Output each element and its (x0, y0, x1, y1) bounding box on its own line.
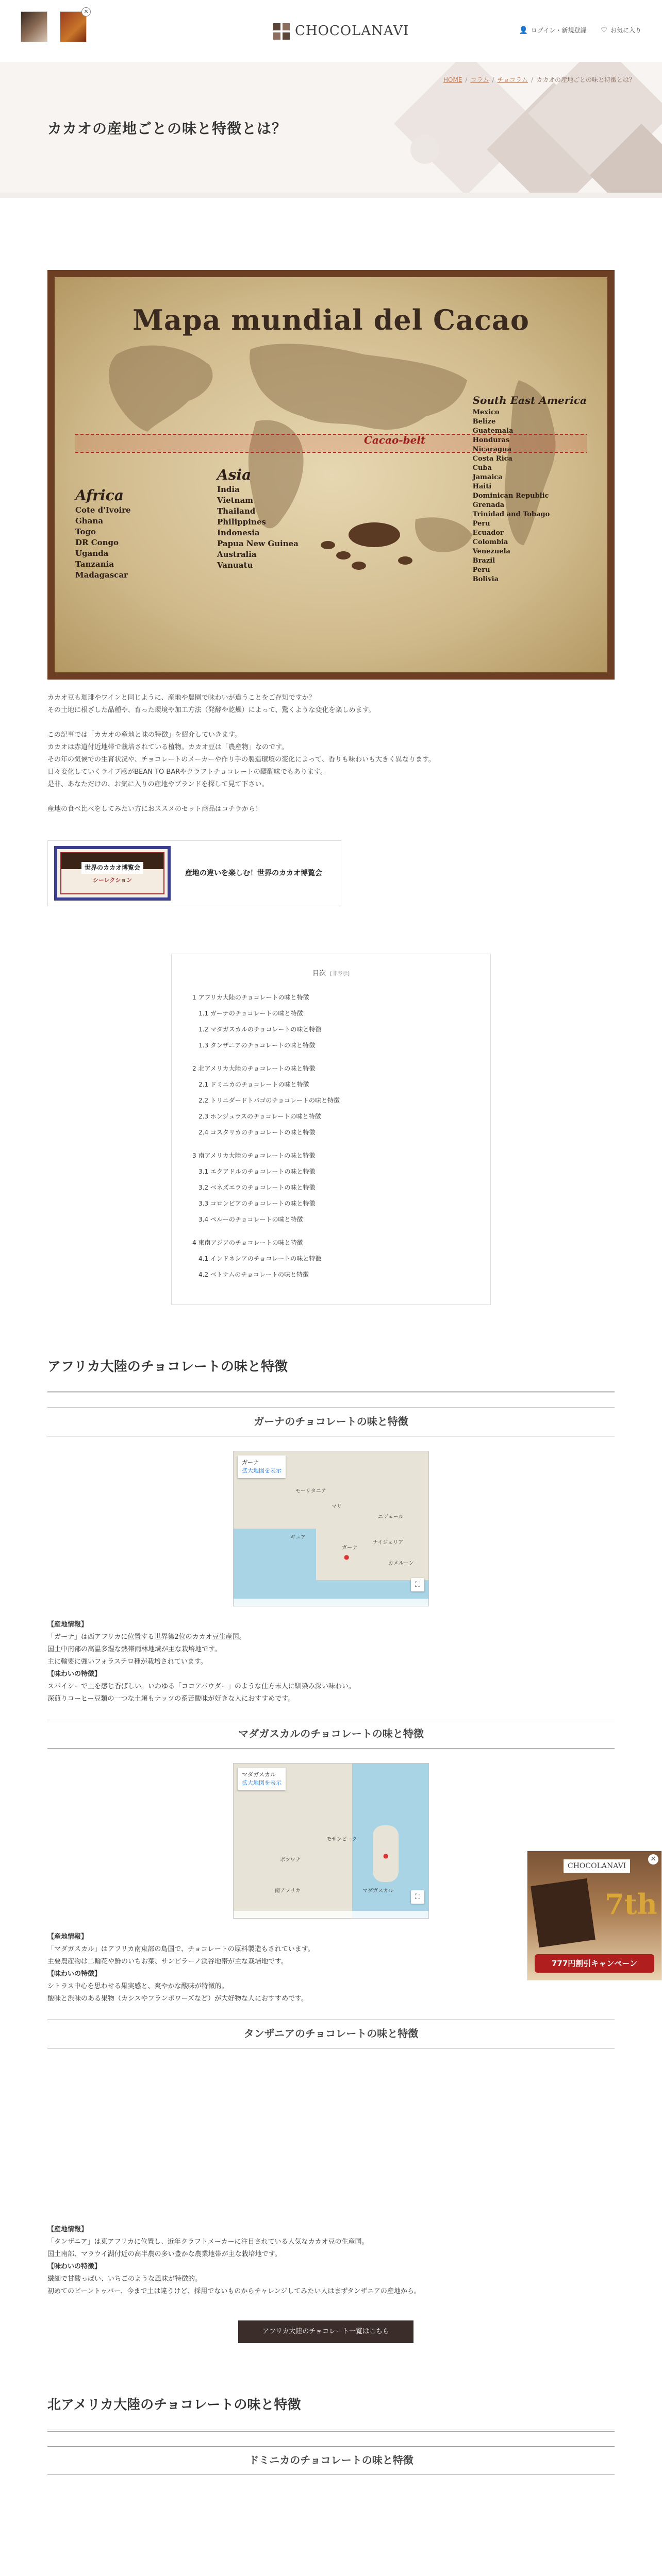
taste-label: 【味わいの特徴】 (47, 1670, 102, 1679)
map-place: マリ (332, 1504, 342, 1510)
toc-group (184, 990, 478, 1054)
region-country: Grenada (472, 501, 505, 509)
africa-list-button[interactable]: アフリカ大陸のチョコレート一覧はこちら (238, 2320, 413, 2343)
toc-subitem[interactable]: 1.1 ガーナのチョコレートの味と特徴 (198, 1009, 303, 1017)
region-country: Ghana (75, 516, 104, 526)
taste-text: シトラス中心を思わせる果実感と、爽やかな酸味が特徴的。 (47, 1982, 228, 1991)
ad-headline: 7th (605, 1888, 657, 1921)
map-place: ニジェール (378, 1514, 404, 1520)
toc-subitem[interactable]: 3.4 ペルーのチョコレートの味と特徴 (198, 1215, 303, 1223)
region-country: Bolivia (472, 575, 499, 583)
region-country: Togo (75, 527, 96, 536)
region-africa-title: Africa (75, 487, 124, 504)
region-country: Cuba (472, 464, 492, 472)
section-heading-africa: アフリカ大陸のチョコレートの味と特徴 (47, 1357, 615, 1394)
map-place: ガーナ (342, 1545, 357, 1551)
intro-paragraph: その年の気候での生育状況や、チョコレートのメーカーや作り手の製造環境の変化によって、香りも味わいも大きく異なります。 (47, 756, 435, 764)
map-enlarge-link[interactable]: 拡大地図を表示 (242, 1467, 282, 1475)
info-text: 「ガーナ」は西アフリカに位置する世界第2位のカカオ豆生産国。 (47, 1633, 246, 1641)
info-text: 「タンザニア」は東アフリカに位置し、近年クラフトメーカーに注目されている人気なカカオ豆の生産国。 (47, 2238, 369, 2246)
toc-header (184, 969, 478, 979)
region-country: Ecuador (472, 529, 504, 537)
region-country: India (217, 485, 240, 494)
region-latin-america (473, 394, 587, 584)
breadcrumb-current: カカオの産地ごとの味と特徴とは？ (536, 76, 635, 83)
taste-label: 【味わいの特徴】 (47, 2263, 102, 2271)
toc-group (184, 1235, 478, 1283)
region-country: Vanuatu (217, 561, 253, 570)
taste-label: 【味わいの特徴】 (47, 1970, 102, 1978)
region-country: Philippines (217, 517, 266, 527)
map-title: Mapa mundial del Cacao (133, 303, 529, 336)
info-text: 「マダガスカル」はアフリカ南東部の島国で、チョコレートの原料製造もされています。 (47, 1945, 315, 1954)
map-place: マダガスカル (362, 1888, 393, 1894)
table-of-contents (171, 954, 491, 1305)
subsection-heading-ghana: ガーナのチョコレートの味と特徴 (47, 1408, 615, 1436)
product-banner-image (54, 846, 171, 901)
region-country: Peru (472, 566, 490, 574)
region-country: Brazil (472, 557, 495, 565)
info-text: 主要農産物は二輪花や鮮のいちお菜、サンビラーノ渓谷地帯が主な栽培地です。 (47, 1958, 288, 1966)
login-link-label: ログイン・新規登録 (531, 26, 587, 34)
toc-item[interactable]: 2 北アメリカ大陸のチョコレートの味と特徴 (192, 1064, 316, 1072)
user-icon: 👤 (519, 26, 528, 35)
region-country: Belize (472, 418, 496, 426)
toc-subitem[interactable]: 2.1 ドミニカのチョコレートの味と特徴 (198, 1080, 309, 1088)
toc-subitem[interactable]: 2.4 コスタリカのチョコレートの味と特徴 (198, 1128, 316, 1136)
ad-campaign-button[interactable]: 777円割引キャンペーン (535, 1954, 654, 1973)
login-link[interactable] (519, 25, 587, 36)
map-place: ギニア (290, 1535, 306, 1541)
intro-paragraph: 日々変化していくライブ感がBEAN TO BARやクラフトチョコレートの醍醐味でもあります。 (47, 768, 327, 776)
map-place-name: ガーナ (242, 1459, 259, 1466)
map-credit (234, 1911, 428, 1918)
region-country: Australia (217, 550, 257, 559)
toc-item[interactable]: 4 東南アジアのチョコレートの味と特徴 (192, 1239, 303, 1246)
toc-subitem[interactable]: 3.2 ベネズエラのチョコレートの味と特徴 (198, 1183, 316, 1191)
toc-subitem[interactable]: 2.3 ホンジュラスのチョコレートの味と特徴 (198, 1112, 321, 1120)
banner-image-sub: シーレクション (92, 876, 133, 884)
tanzania-info (47, 2224, 615, 2298)
region-country: Thailand (217, 506, 256, 516)
cacao-world-map-image (47, 270, 615, 680)
toc-group (184, 1148, 478, 1228)
taste-text: 深煎りコーヒー豆類の一つな土壌もナッツの系苦酸味が好きな人におすすめです。 (47, 1695, 295, 1703)
map-enlarge-link[interactable]: 拡大地図を表示 (242, 1780, 282, 1787)
map-place: モザンビーク (326, 1837, 357, 1843)
article-content (47, 198, 615, 2576)
close-icon[interactable]: ✕ (81, 7, 91, 16)
region-country: Indonesia (217, 528, 260, 537)
region-country: Venezuela (472, 548, 510, 555)
fullscreen-icon[interactable]: ⛶ (411, 1890, 424, 1904)
banner-image-title: 世界のカカオ博覧会 (81, 862, 143, 874)
region-country: Cote d'Ivoire (75, 505, 131, 515)
toc-item[interactable]: 1 アフリカ大陸のチョコレートの味と特徴 (192, 993, 309, 1001)
toc-subitem[interactable]: 3.1 エクアドルのチョコレートの味と特徴 (198, 1167, 316, 1175)
intro-paragraph: その土地に根ざした品種や、育った環境や加工方法（発酵や乾燥）によって、驚くような変化を楽しめます。 (47, 706, 375, 714)
breadcrumb-home[interactable]: HOME (443, 76, 462, 83)
toc-subitem[interactable]: 1.2 マダガスカルのチョコレートの味と特徴 (198, 1025, 322, 1033)
embedded-map-ghana[interactable] (233, 1451, 429, 1606)
thumbnail-product-1[interactable] (21, 11, 47, 42)
thumbnail-product-2[interactable] (60, 8, 89, 42)
map-info-card (238, 1455, 286, 1478)
info-text: 国土中南部の高温多湿な熱帯雨林地域が主な栽培地です。 (47, 1646, 221, 1654)
map-place-name: マダガスカル (242, 1771, 276, 1778)
toc-subitem[interactable]: 4.1 インドネシアのチョコレートの味と特徴 (198, 1255, 322, 1262)
region-country: Papua New Guinea (217, 539, 299, 548)
region-country: Tanzania (75, 560, 114, 569)
ad-logo: CHOCOLANAVI (564, 1859, 630, 1873)
close-icon[interactable]: ✕ (648, 1854, 658, 1865)
toc-toggle[interactable]: [非表示] (330, 971, 350, 977)
breadcrumb (443, 75, 635, 85)
info-label: 【産地情報】 (47, 2226, 88, 2234)
region-country: Vietnam (217, 496, 254, 505)
breadcrumb-separator: / (465, 76, 468, 83)
intro-text (47, 692, 615, 816)
map-place: 南アフリカ (275, 1888, 301, 1894)
toc-item[interactable]: 3 南アメリカ大陸のチョコレートの味と特徴 (192, 1151, 316, 1159)
map-place: ナイジェリア (373, 1540, 404, 1546)
region-country: Dominican Republic (472, 492, 549, 500)
region-country: Colombia (472, 538, 508, 546)
region-asia-title: Asia (217, 466, 252, 483)
region-country: Mexico (472, 409, 500, 416)
header-links (519, 25, 641, 36)
region-country: Peru (472, 520, 490, 528)
info-text: 国土南部、マラウイ湖付近の高半農の多い豊かな農業地帯が主な栽培地です。 (47, 2250, 282, 2259)
breadcrumb-separator: / (492, 76, 494, 83)
site-header (0, 0, 662, 62)
region-country: Jamaica (472, 473, 503, 481)
section-heading-north-america: 北アメリカ大陸のチョコレートの味と特徴 (47, 2395, 615, 2432)
intro-paragraph: この記事では「カカオの産地と味の特徴」を紹介していきます。 (47, 731, 241, 739)
toc-group (184, 1061, 478, 1141)
breadcrumb-chocolumn[interactable]: チョコラム (497, 76, 528, 83)
product-link-card[interactable] (47, 840, 341, 906)
logo-text: CHOCOLANAVI (295, 23, 409, 39)
intro-paragraph: 産地の食べ比べをしてみたい方におススメのセット商品はコチラから！ (47, 805, 262, 813)
logo-mark-icon (273, 23, 290, 40)
embedded-map-madagascar[interactable] (233, 1763, 429, 1919)
toc-subitem[interactable]: 2.2 トリニダードトバゴのチョコレートの味と特徴 (198, 1096, 340, 1104)
floating-campaign-ad[interactable] (527, 1851, 662, 1980)
map-credit (234, 1599, 428, 1606)
region-latam-title: South East America (472, 394, 587, 406)
embedded-media-placeholder (47, 2048, 615, 2224)
region-country: DR Congo (75, 538, 119, 547)
subsection-heading-madagascar: マダガスカルのチョコレートの味と特徴 (47, 1720, 615, 1749)
region-country: Uganda (75, 549, 109, 558)
subsection-heading-dominica: ドミニカのチョコレートの味と特徴 (47, 2446, 615, 2475)
map-pin-icon: ● (383, 1852, 389, 1860)
taste-text: 酸味と渋味のある果物（カシスやフランボワーズなど）が大好物な人におすすめです。 (47, 1995, 308, 2003)
region-africa (75, 487, 131, 581)
ghana-info (47, 1619, 615, 1705)
region-country: Guatemala (472, 427, 514, 435)
region-country: Nicaragua (472, 446, 511, 453)
fullscreen-icon[interactable]: ⛶ (411, 1578, 424, 1591)
info-label: 【産地情報】 (47, 1933, 88, 1941)
map-info-card (238, 1768, 286, 1790)
taste-text: 初めてのビーントゥバー、今まで土は違うけど、採用でないものからチャレンジしてみたい人はまずタンザニアの産地から。 (47, 2287, 421, 2296)
map-place: カメルーン (388, 1561, 414, 1567)
taste-text: 繊細で甘酸っぱい、いちごのような風味が特徴的。 (47, 2275, 202, 2283)
subsection-heading-tanzania: タンザニアのチョコレートの味と特徴 (47, 2020, 615, 2048)
region-country: Madagascar (75, 570, 128, 580)
embedded-media-placeholder (47, 2475, 615, 2576)
favorites-link-label: お気に入り (610, 26, 641, 34)
info-text: 主に輸要に強いフォラステロ種が栽培されています。 (47, 1658, 207, 1666)
toc-subitem[interactable]: 1.3 タンザニアのチョコレートの味と特徴 (198, 1041, 316, 1049)
header-thumbnails (21, 8, 89, 42)
region-asia (217, 467, 299, 571)
region-country: Haiti (472, 483, 492, 490)
toc-subitem[interactable]: 4.2 ベトナムのチョコレートの味と特徴 (198, 1270, 309, 1278)
cacao-belt-label: Cacao-belt (364, 434, 426, 446)
map-place: モーリタニア (295, 1488, 326, 1495)
favorites-link[interactable] (601, 25, 641, 36)
page-hero (0, 62, 662, 198)
product-link-text: 産地の違いを楽しむ！世界のカカオ博覧会 (185, 869, 322, 877)
map-place: ボツワナ (280, 1857, 301, 1863)
taste-text: スパイシーで土を感じ香ばしい。いわゆる「ココアパウダー」のような仕方未人に馴染み深い味わい。 (47, 1683, 355, 1691)
ad-product-image (531, 1878, 595, 1947)
site-logo[interactable] (273, 21, 409, 42)
region-country: Trinidad and Tobago (472, 511, 550, 518)
info-label: 【産地情報】 (47, 1621, 88, 1629)
map-pin-icon: ● (344, 1553, 350, 1561)
region-country: Costa Rica (472, 455, 512, 463)
breadcrumb-column[interactable]: コラム (470, 76, 489, 83)
toc-subitem[interactable]: 3.3 コロンビアのチョコレートの味と特徴 (198, 1199, 316, 1207)
toc-title: 目次 (312, 970, 326, 977)
region-country: Honduras (472, 436, 510, 444)
breadcrumb-separator: / (531, 76, 533, 83)
heart-icon: ♡ (601, 26, 607, 35)
page-title: カカオの産地ごとの味と特徴とは？ (47, 120, 287, 137)
intro-paragraph: カカオは赤道付近地帯で栽培されている植物。カカオ豆は「農産物」なのです。 (47, 743, 288, 751)
intro-paragraph: 是非、あなただけの、お気に入りの産地やブランドを探して見て下さい。 (47, 781, 269, 788)
intro-paragraph: カカオ豆も珈琲やワインと同じように、産地や農園で味わいが違うことをご存知ですか？ (47, 694, 316, 702)
